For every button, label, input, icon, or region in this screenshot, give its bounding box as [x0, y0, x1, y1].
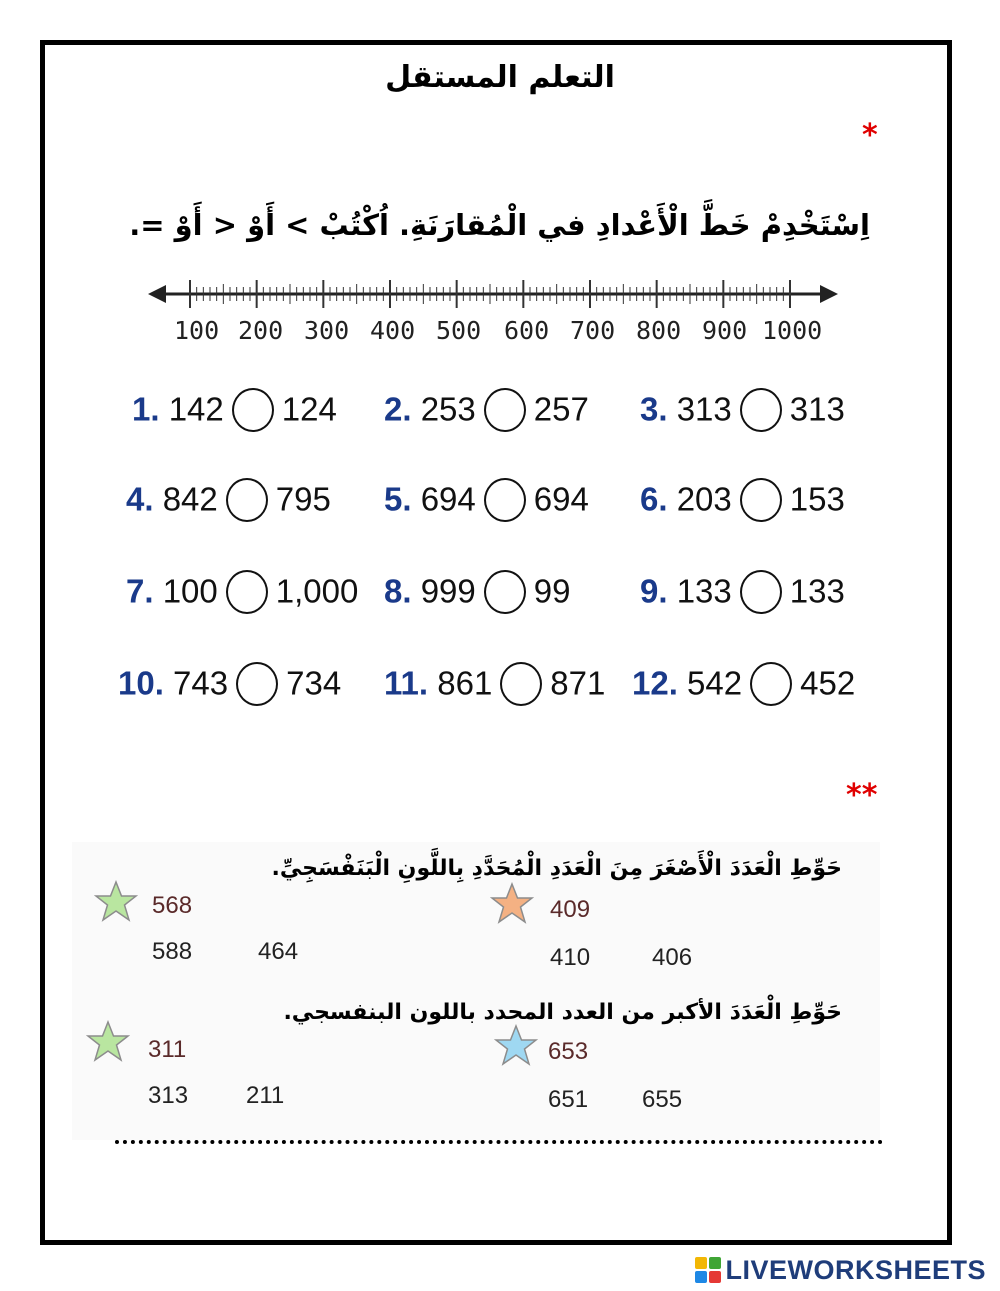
- option-number[interactable]: 406: [652, 944, 693, 971]
- comparison-problem-1: 1. 142 124: [132, 390, 337, 434]
- page-title: التعلم المستقل: [385, 60, 615, 95]
- answer-circle[interactable]: [236, 662, 278, 706]
- comparison-problem-6: 6. 203 153: [640, 480, 845, 524]
- star-shape: [88, 1022, 128, 1060]
- answer-circle[interactable]: [740, 570, 782, 614]
- option-number[interactable]: 313: [148, 1082, 189, 1109]
- tick-label: 1000: [762, 316, 823, 345]
- star-icon: [86, 1020, 130, 1064]
- tick-label: 300: [304, 316, 350, 345]
- comparison-problem-3: 3. 313 313: [640, 390, 845, 434]
- option-number[interactable]: 464: [258, 938, 299, 965]
- comparison-problem-11: 11. 861 871: [384, 664, 605, 708]
- star-shape: [496, 1026, 536, 1064]
- logo-text: LIVEWORKSHEETS: [725, 1254, 986, 1285]
- tick-label: 900: [702, 316, 748, 345]
- comparison-problem-8: 8. 999 99: [384, 572, 570, 616]
- answer-circle[interactable]: [226, 570, 268, 614]
- star-icon: [494, 1024, 538, 1068]
- number-line-axis: [148, 280, 838, 308]
- section2-marker: **: [846, 778, 878, 813]
- target-number: 409: [550, 896, 591, 923]
- tick-label: 500: [436, 316, 482, 345]
- tick-label: 600: [504, 316, 550, 345]
- answer-circle[interactable]: [484, 388, 526, 432]
- answer-circle[interactable]: [484, 570, 526, 614]
- star-icon: [94, 880, 138, 924]
- instruction-larger: حَوِّطِ الْعَدَدَ الأكبر من العدد المحدد باللون البنفسجي.: [283, 1000, 842, 1025]
- comparison-problem-5: 5. 694 694: [384, 480, 589, 524]
- circle-number-exercise: [72, 842, 880, 1140]
- liveworksheets-logo: [695, 1254, 986, 1286]
- answer-circle[interactable]: [484, 478, 526, 522]
- answer-circle[interactable]: [226, 478, 268, 522]
- comparison-exercise: [108, 186, 870, 752]
- option-number[interactable]: 651: [548, 1086, 589, 1113]
- comparison-problem-10: 10. 743 734: [118, 664, 341, 708]
- target-number: 653: [548, 1038, 589, 1065]
- tick-label: 200: [238, 316, 284, 345]
- comparison-instruction: اِسْتَخْدِمْ خَطَّ الْأَعْدادِ في الْمُقارَنَةِ. اُكْتُبْ > أَوْ < أَوْ =.: [129, 208, 870, 242]
- tick-label: 700: [570, 316, 616, 345]
- comparison-problem-9: 9. 133 133: [640, 572, 845, 616]
- star-shape: [492, 884, 532, 922]
- answer-circle[interactable]: [740, 388, 782, 432]
- option-number[interactable]: 211: [246, 1082, 285, 1109]
- target-number: 311: [148, 1036, 187, 1063]
- target-number: 568: [152, 892, 193, 919]
- star-icon: [490, 882, 534, 926]
- right-arrow-icon: [820, 285, 838, 303]
- comparison-problem-4: 4. 842 795: [126, 480, 331, 524]
- tick-label: 400: [370, 316, 416, 345]
- left-arrow-icon: [148, 285, 166, 303]
- answer-circle[interactable]: [750, 662, 792, 706]
- option-number[interactable]: 588: [152, 938, 193, 965]
- answer-circle[interactable]: [232, 388, 274, 432]
- comparison-problem-7: 7. 100 1,000: [126, 572, 358, 616]
- answer-dotted-line: [115, 1140, 883, 1144]
- instruction-smaller: حَوِّطِ الْعَدَدَ الْأَصْغَرَ مِنَ الْعَدَدِ الْمُحَدَّدِ بِاللَّونِ الْبَنَفْسَجِيِّ.: [271, 856, 842, 881]
- section1-marker: *: [862, 118, 878, 153]
- tick-label: 100: [174, 316, 220, 345]
- number-line: [108, 274, 870, 314]
- logo-blocks-icon: [695, 1257, 721, 1283]
- option-number[interactable]: 655: [642, 1086, 683, 1113]
- option-number[interactable]: 410: [550, 944, 591, 971]
- star-shape: [96, 882, 136, 920]
- tick-label: 800: [636, 316, 682, 345]
- answer-circle[interactable]: [500, 662, 542, 706]
- answer-circle[interactable]: [740, 478, 782, 522]
- comparison-problem-12: 12. 542 452: [632, 664, 855, 708]
- comparison-problem-2: 2. 253 257: [384, 390, 589, 434]
